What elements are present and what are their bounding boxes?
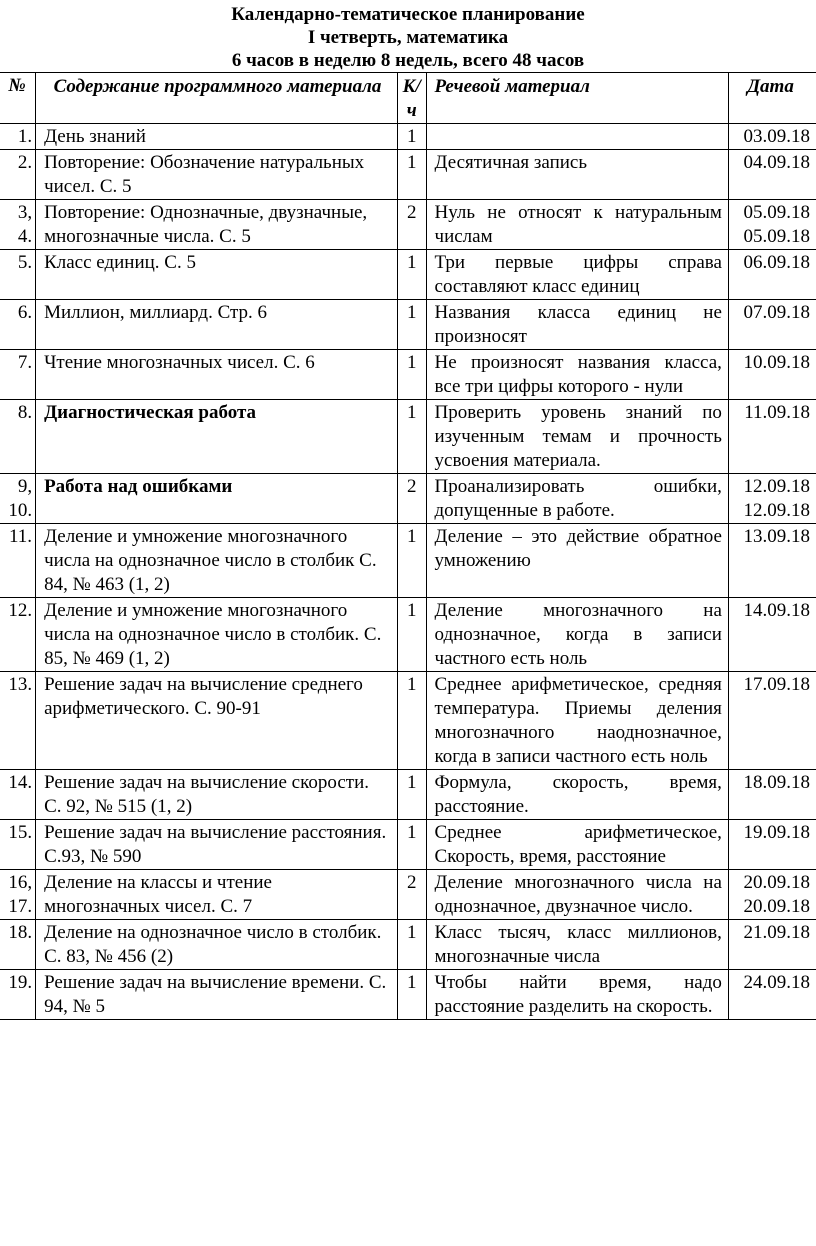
speech-material: Деление многозначного на однозначное, когда в записи частного есть ноль — [426, 598, 728, 672]
lesson-content: Деление на однозначное число в столбик. С. 83, № 456 (2) — [36, 920, 398, 970]
speech-material: Не произносят названия класса, все три цифры которого - нули — [426, 350, 728, 400]
lesson-number: 16, 17. — [0, 870, 36, 920]
lesson-number: 15. — [0, 820, 36, 870]
lesson-number: 1. — [0, 124, 36, 150]
table-row — [0, 250, 816, 300]
lesson-dates — [728, 150, 816, 200]
speech-material: Десятичная запись — [426, 150, 728, 200]
speech-material: Проанализировать ошибки, допущенные в работе. — [426, 474, 728, 524]
planning-table — [0, 72, 816, 1020]
lesson-hours: 2 — [397, 200, 426, 250]
lesson-content: Миллион, миллиард. Стр. 6 — [36, 300, 398, 350]
table-row — [0, 150, 816, 200]
lesson-number: 6. — [0, 300, 36, 350]
lesson-date: 07.09.18 — [743, 302, 810, 323]
lesson-hours: 1 — [397, 920, 426, 970]
lesson-dates — [728, 400, 816, 474]
lesson-dates — [728, 672, 816, 770]
table-row — [0, 474, 816, 524]
table-row — [0, 970, 816, 1020]
table-row — [0, 524, 816, 598]
lesson-number: 3, 4. — [0, 200, 36, 250]
lesson-number: 14. — [0, 770, 36, 820]
table-row — [0, 124, 816, 150]
title-line-2: I четверть, математика — [307, 27, 509, 48]
lesson-hours: 1 — [397, 598, 426, 672]
lesson-date: 05.09.18 — [743, 202, 810, 223]
lesson-date: 05.09.18 — [743, 226, 810, 247]
lesson-content: Деление и умножение многозначного числа на однозначное число в столбик. С. 85, № 469 (1, 2) — [36, 598, 398, 672]
speech-material: Деление многозначного числа на однозначное, двузначное число. — [426, 870, 728, 920]
lesson-number: 19. — [0, 970, 36, 1020]
title-line-3: 6 часов в неделю 8 недель, всего 48 часов — [231, 50, 585, 71]
lesson-date: 19.09.18 — [743, 822, 810, 843]
speech-material: Формула, скорость, время, расстояние. — [426, 770, 728, 820]
lesson-hours: 1 — [397, 250, 426, 300]
table-row — [0, 870, 816, 920]
table-row — [0, 350, 816, 400]
table-row — [0, 300, 816, 350]
lesson-hours: 2 — [397, 474, 426, 524]
column-header-hours: К/ч — [397, 73, 426, 124]
lesson-dates — [728, 300, 816, 350]
column-header-content: Содержание программного материала — [36, 73, 398, 124]
lesson-date: 20.09.18 — [743, 872, 810, 893]
speech-material: Проверить уровень знаний по изученным темам и прочность усвоения материала. — [426, 400, 728, 474]
speech-material: Три первые цифры справа составляют класс единиц — [426, 250, 728, 300]
lesson-hours: 1 — [397, 672, 426, 770]
document-header — [0, 0, 816, 72]
lesson-hours: 1 — [397, 350, 426, 400]
lesson-date: 12.09.18 — [743, 476, 810, 497]
lesson-hours: 1 — [397, 820, 426, 870]
column-header-speech-material: Речевой материал — [426, 73, 728, 124]
lesson-number: 11. — [0, 524, 36, 598]
table-header-row — [0, 73, 816, 124]
speech-material — [426, 124, 728, 150]
lesson-date: 20.09.18 — [743, 896, 810, 917]
lesson-dates — [728, 970, 816, 1020]
lesson-dates — [728, 124, 816, 150]
lesson-dates — [728, 200, 816, 250]
lesson-dates — [728, 524, 816, 598]
lesson-hours: 1 — [397, 150, 426, 200]
lesson-date: 06.09.18 — [743, 252, 810, 273]
lesson-date: 13.09.18 — [743, 526, 810, 547]
speech-material: Нуль не относят к натуральным числам — [426, 200, 728, 250]
lesson-hours: 1 — [397, 524, 426, 598]
lesson-content: Класс единиц. С. 5 — [36, 250, 398, 300]
lesson-hours: 1 — [397, 770, 426, 820]
lesson-number: 8. — [0, 400, 36, 474]
lesson-date: 03.09.18 — [743, 126, 810, 147]
lesson-dates — [728, 820, 816, 870]
lesson-date: 10.09.18 — [743, 352, 810, 373]
column-header-number: № — [0, 73, 36, 124]
lesson-date: 17.09.18 — [743, 674, 810, 695]
lesson-content: Решение задач на вычисление скорости. С. 92, № 515 (1, 2) — [36, 770, 398, 820]
lesson-hours: 2 — [397, 870, 426, 920]
lesson-date: 21.09.18 — [743, 922, 810, 943]
table-row — [0, 400, 816, 474]
table-row — [0, 770, 816, 820]
table-row — [0, 672, 816, 770]
lesson-dates — [728, 350, 816, 400]
table-row — [0, 200, 816, 250]
lesson-dates — [728, 920, 816, 970]
table-row — [0, 598, 816, 672]
speech-material: Среднее арифметическое, средняя температура. Приемы деления многозначного наоднозначное, когда в записи частного есть ноль — [426, 672, 728, 770]
lesson-content: Решение задач на вычисление расстояния. С.93, № 590 — [36, 820, 398, 870]
lesson-number: 7. — [0, 350, 36, 400]
lesson-hours: 1 — [397, 400, 426, 474]
speech-material: Среднее арифметическое, Скорость, время, расстояние — [426, 820, 728, 870]
lesson-content: День знаний — [36, 124, 398, 150]
column-header-date: Дата — [728, 73, 816, 124]
lesson-hours: 1 — [397, 300, 426, 350]
speech-material: Названия класса единиц не произносят — [426, 300, 728, 350]
lesson-date: 14.09.18 — [743, 600, 810, 621]
lesson-number: 5. — [0, 250, 36, 300]
table-row — [0, 920, 816, 970]
lesson-content: Работа над ошибками — [36, 474, 398, 524]
lesson-date: 24.09.18 — [743, 972, 810, 993]
lesson-date: 04.09.18 — [743, 152, 810, 173]
lesson-dates — [728, 598, 816, 672]
title-line-1: Календарно-тематическое планирование — [231, 4, 585, 25]
lesson-content: Повторение: Однозначные, двузначные, многозначные числа. С. 5 — [36, 200, 398, 250]
lesson-dates — [728, 250, 816, 300]
lesson-number: 9, 10. — [0, 474, 36, 524]
lesson-hours: 1 — [397, 970, 426, 1020]
lesson-date: 12.09.18 — [743, 500, 810, 521]
lesson-dates — [728, 770, 816, 820]
lesson-date: 11.09.18 — [744, 402, 810, 423]
lesson-content: Решение задач на вычисление среднего арифметического. С. 90-91 — [36, 672, 398, 770]
table-body — [0, 124, 816, 1020]
lesson-hours: 1 — [397, 124, 426, 150]
lesson-content: Диагностическая работа — [36, 400, 398, 474]
speech-material: Класс тысяч, класс миллионов, многозначные числа — [426, 920, 728, 970]
lesson-number: 13. — [0, 672, 36, 770]
speech-material: Чтобы найти время, надо расстояние разделить на скорость. — [426, 970, 728, 1020]
lesson-date: 18.09.18 — [743, 772, 810, 793]
lesson-number: 12. — [0, 598, 36, 672]
lesson-dates — [728, 474, 816, 524]
speech-material: Деление – это действие обратное умножению — [426, 524, 728, 598]
lesson-number: 2. — [0, 150, 36, 200]
lesson-content: Деление на классы и чтение многозначных чисел. С. 7 — [36, 870, 398, 920]
lesson-content: Чтение многозначных чисел. С. 6 — [36, 350, 398, 400]
lesson-content: Решение задач на вычисление времени. С. 94, № 5 — [36, 970, 398, 1020]
lesson-dates — [728, 870, 816, 920]
lesson-content: Деление и умножение многозначного числа на однозначное число в столбик С. 84, № 463 (1, 2) — [36, 524, 398, 598]
lesson-content: Повторение: Обозначение натуральных чисел. С. 5 — [36, 150, 398, 200]
lesson-number: 18. — [0, 920, 36, 970]
table-row — [0, 820, 816, 870]
